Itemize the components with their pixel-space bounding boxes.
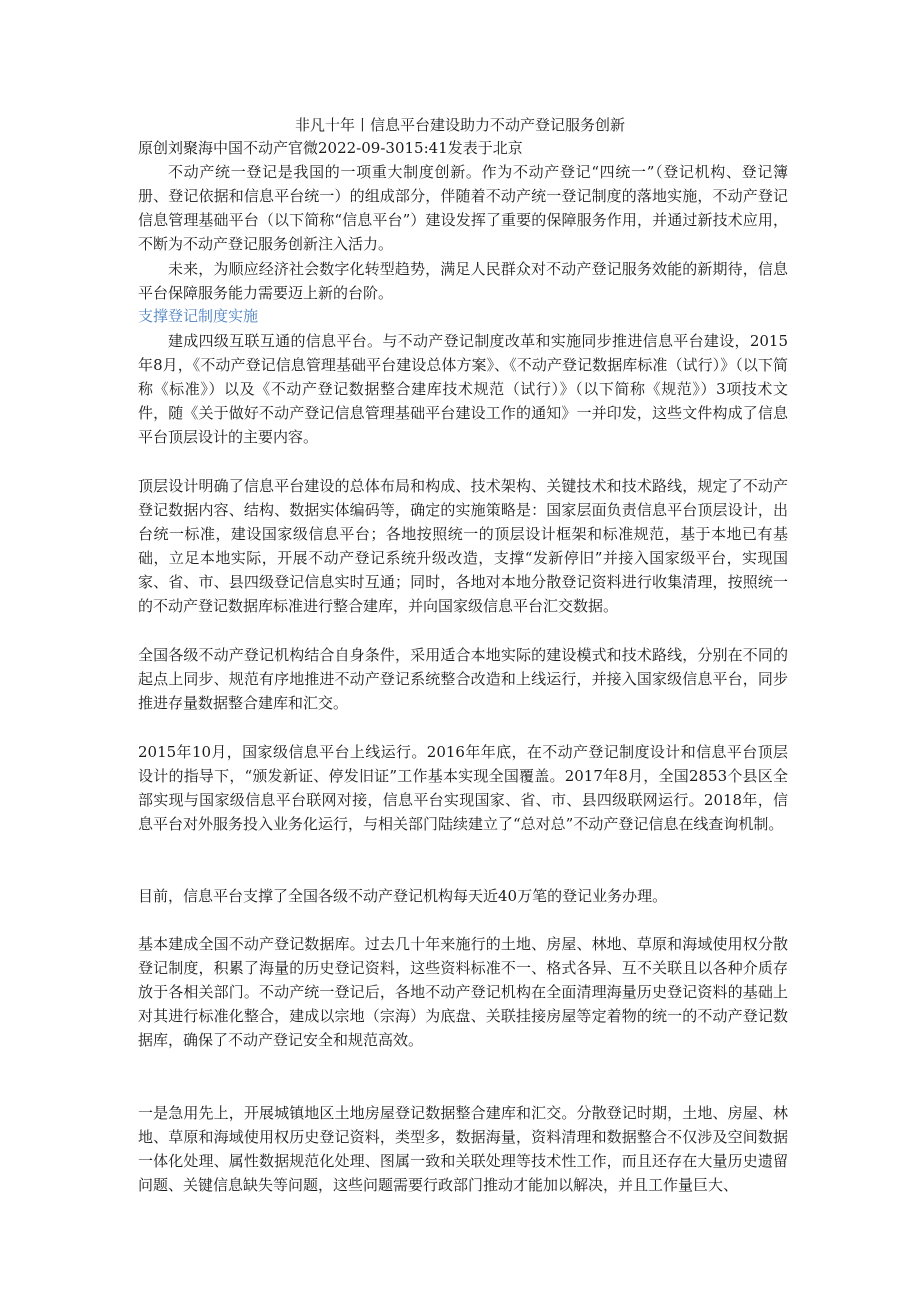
body-paragraph: 一是急用先上，开展城镇地区土地房屋登记数据整合建库和汇交。分散登记时期，土地、房屋、林地、草原和海域使用权历史登记资料，类型多，数据海量，资料清理和数据整合不仅涉及空间数据一体化处理、属性数据规范化处理、图属一致和关联处理等技术性工作，而且还存在大量历史遗留问题、关键信息缺失等问题，这些问题需要行政部门推动才能加以解决，并且工作量巨大、 (138, 1104, 788, 1194)
body-paragraph: 目前，信息平台支撑了全国各级不动产登记机构每天近40万笔的登记业务办理。 (138, 887, 668, 905)
section-heading: 支撑登记制度实施 (138, 307, 259, 325)
body-paragraph: 全国各级不动产登记机构结合自身条件，采用适合本地实际的建设模式和技术路线，分别在不同的起点上同步、规范有序地推进不动产登记系统整合改造和上线运行，并接入国家级信息平台，同步推进存量数据整合建库和汇交。 (138, 646, 788, 712)
intro-paragraph: 未来，为顺应经济社会数字化转型趋势，满足人民群众对不动产登记服务效能的新期待，信息平台保障服务能力需要迈上新的台阶。 (138, 260, 788, 302)
article-title: 非凡十年丨信息平台建设助力不动产登记服务创新 (294, 116, 625, 134)
body-paragraph: 建成四级互联互通的信息平台。与不动产登记制度改革和实施同步推进信息平台建设，2015年8月，《不动产登记信息管理基础平台建设总体方案》、《不动产登记数据库标准（试行）》（以下简称《标准》）以及《不动产登记数据整合建库技术规范（试行）》（以下简称《规范》）3项技术文件，随《关于做好不动产登记信息管理基础平台建设工作的通知》一并印发，这些文件构成了信息平台顶层设计的主要内容。 (138, 332, 788, 446)
intro-paragraph: 不动产统一登记是我国的一项重大制度创新。作为不动产登记“四统一”（登记机构、登记簿册、登记依据和信息平台统一）的组成部分，伴随着不动产统一登记制度的落地实施，不动产登记信息管理基础平台（以下简称“信息平台”）建设发挥了重要的保障服务作用，并通过新技术应用，不断为不动产登记服务创新注入活力。 (138, 163, 788, 253)
body-paragraph: 顶层设计明确了信息平台建设的总体布局和构成、技术架构、关键技术和技术路线，规定了不动产登记数据内容、结构、数据实体编码等，确定的实施策略是：国家层面负责信息平台顶层设计，出台统一标准，建设国家级信息平台；各地按照统一的顶层设计框架和标准规范，基于本地已有基础，立足本地实际，开展不动产登记系统升级改造，支撑“发新停旧”并接入国家级平台，实现国家、省、市、县四级登记信息实时互通；同时，各地对本地分散登记资料进行收集清理，按照统一的不动产登记数据库标准进行整合建库，并向国家级信息平台汇交数据。 (138, 477, 788, 615)
body-paragraph: 2015年10月，国家级信息平台上线运行。2016年年底，在不动产登记制度设计和信息平台顶层设计的指导下，“颁发新证、停发旧证”工作基本实现全国覆盖。2017年8月，全国2853个县区全部实现与国家级信息平台联网对接，信息平台实现国家、省、市、县四级联网运行。2018年，信息平台对外服务投入业务化运行，与相关部门陆续建立了“总对总”不动产登记信息在线查询机制。 (138, 743, 788, 833)
body-paragraph: 基本建成全国不动产登记数据库。过去几十年来施行的土地、房屋、林地、草原和海域使用权分散登记制度，积累了海量的历史登记资料，这些资料标准不一、格式各异、互不关联且以各种介质存放于各相关部门。不动产统一登记后，各地不动产登记机构在全面清理海量历史登记资料的基础上对其进行标准化整合，建成以宗地（宗海）为底盘、关联挂接房屋等定着物的统一的不动产登记数据库，确保了不动产登记安全和规范高效。 (138, 935, 788, 1049)
article-meta: 原创刘聚海中国不动产官微2022-09-3015:41发表于北京 (138, 139, 523, 157)
